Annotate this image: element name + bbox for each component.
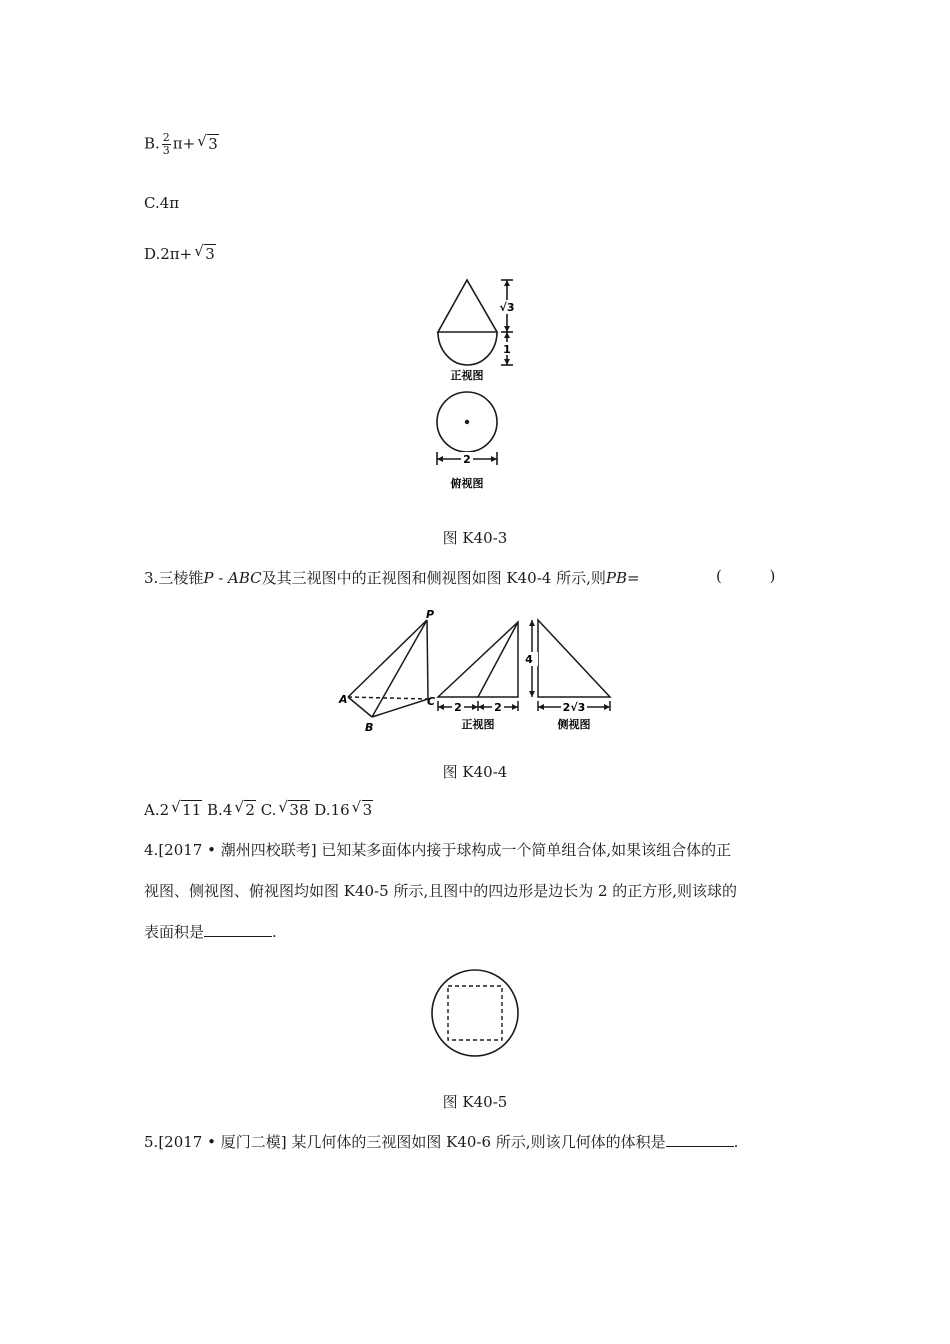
question-4: 4.[2017 • 潮州四校联考] 已知某多面体内接于球构成一个简单组合体,如果该组合体的正 视图、侧视图、俯视图均如图 K40-5 所示,且图中的四边形是边长为 2 的正方形,则该球的 表面积是 .	[144, 841, 738, 941]
front-view-label: 正视图	[450, 369, 484, 382]
top-view-label: 俯视图	[450, 477, 484, 490]
sqrt: √ 3	[194, 244, 216, 263]
option-d: D.2π+√ 3	[144, 244, 216, 263]
figure-k40-3	[420, 275, 530, 495]
fraction: $\frac{2}{3}$	[162, 131, 170, 157]
label-p: P	[426, 608, 435, 621]
side-view-label: 侧视图	[557, 718, 591, 731]
dim-sqrt3: √3	[499, 301, 515, 314]
dim-2: 2	[463, 453, 471, 466]
caption-k40-4: 图 K40-4	[442, 763, 508, 781]
label-a: A	[339, 693, 348, 706]
answer-blank	[204, 922, 272, 937]
answer-blank	[666, 1132, 734, 1147]
dim-1: 1	[503, 343, 511, 356]
answer-bracket: ( )	[716, 567, 776, 585]
dim-2a: 2	[454, 701, 462, 714]
front-view-cone	[438, 280, 497, 332]
figure-k40-5	[420, 963, 530, 1063]
question-3: 3.三棱锥P - ABC及其三视图中的正视图和侧视图如图 K40-4 所示,则PB= ( )	[144, 567, 776, 587]
front-view-hemisphere	[438, 332, 497, 365]
figure-k40-4	[330, 605, 630, 740]
front-view-label: 正视图	[461, 718, 495, 731]
caption-k40-5: 图 K40-5	[442, 1093, 508, 1111]
option-b-label: B.	[144, 134, 160, 153]
option-b: B. $\frac{2}{3}$ π+√ 3	[144, 132, 219, 157]
caption-k40-3: 图 K40-3	[442, 529, 508, 547]
question-3-options: A.2√ 11 B.4√ 2 C.√ 38 D.16√ 3	[144, 800, 373, 819]
dim-2b: 2	[494, 701, 502, 714]
dim-4: 4	[525, 653, 533, 666]
option-c: C.4π	[144, 194, 180, 212]
sqrt: √ 3	[197, 134, 219, 153]
label-c: C	[427, 695, 436, 708]
label-b: B	[365, 721, 374, 734]
question-5: 5.[2017 • 厦门二模] 某几何体的三视图如图 K40-6 所示,则该几何体的体积是 .	[144, 1133, 739, 1151]
dim-2sqrt3: 2√3	[562, 701, 586, 714]
